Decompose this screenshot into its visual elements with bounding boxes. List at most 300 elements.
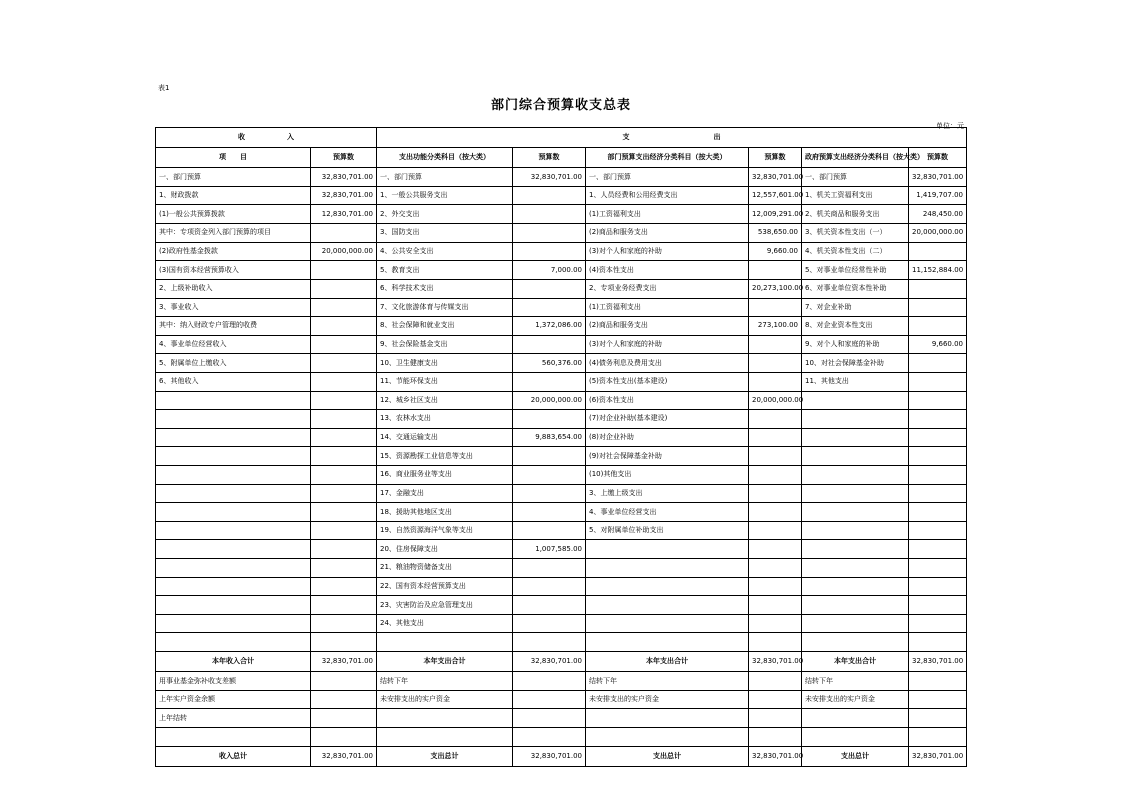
func-amount bbox=[513, 447, 586, 466]
col-header-gov-econ: 政府预算支出经济分类科目（按大类） bbox=[802, 148, 909, 168]
grand-total-label: 支出总计 bbox=[377, 746, 513, 766]
income-item bbox=[156, 447, 311, 466]
grand-total-label: 支出总计 bbox=[586, 746, 749, 766]
func-amount bbox=[513, 335, 586, 354]
dept-econ-item: 4、事业单位经营支出 bbox=[586, 503, 749, 522]
dept-econ-amount bbox=[749, 521, 802, 540]
grand-total-value: 32,830,701.00 bbox=[311, 746, 377, 766]
table-row bbox=[156, 261, 967, 280]
gov-econ-item bbox=[802, 577, 909, 596]
carry-dept-amount bbox=[749, 728, 802, 747]
dept-econ-amount bbox=[749, 447, 802, 466]
dept-econ-amount: 32,830,701.00 bbox=[749, 168, 802, 187]
dept-econ-amount bbox=[749, 484, 802, 503]
group-header-row bbox=[156, 128, 967, 148]
income-amount bbox=[311, 279, 377, 298]
gov-econ-amount bbox=[909, 559, 967, 578]
total-value: 32,830,701.00 bbox=[909, 652, 967, 672]
income-amount bbox=[311, 614, 377, 633]
gov-econ-amount: 20,000,000.00 bbox=[909, 224, 967, 243]
gov-econ-amount bbox=[909, 372, 967, 391]
dept-econ-amount bbox=[749, 372, 802, 391]
func-item: 2、外交支出 bbox=[377, 205, 513, 224]
table-row bbox=[156, 317, 967, 336]
carry-gov-amount bbox=[909, 690, 967, 709]
income-amount bbox=[311, 540, 377, 559]
table-row bbox=[156, 428, 967, 447]
carry-func-item: 未安排支出的实户资金 bbox=[377, 690, 513, 709]
carry-func-amount bbox=[513, 672, 586, 691]
table-row bbox=[156, 224, 967, 243]
carry-income-item: 上年实户资金余额 bbox=[156, 690, 311, 709]
carry-dept-item bbox=[586, 728, 749, 747]
table-row bbox=[156, 372, 967, 391]
income-item bbox=[156, 633, 311, 652]
carry-gov-item: 未安排支出的实户资金 bbox=[802, 690, 909, 709]
income-group-header: 收 入 bbox=[156, 128, 377, 148]
dept-econ-amount bbox=[749, 354, 802, 373]
func-amount bbox=[513, 224, 586, 243]
func-amount bbox=[513, 521, 586, 540]
carry-func-item bbox=[377, 709, 513, 728]
income-item: (3)国有资本经营预算收入 bbox=[156, 261, 311, 280]
func-amount bbox=[513, 372, 586, 391]
dept-econ-item: 3、上缴上级支出 bbox=[586, 484, 749, 503]
dept-econ-item: 5、对附属单位补助支出 bbox=[586, 521, 749, 540]
dept-econ-amount bbox=[749, 540, 802, 559]
col-header-dept-econ: 部门预算支出经济分类科目（按大类） bbox=[586, 148, 749, 168]
table-row bbox=[156, 559, 967, 578]
col-header-budget: 预算数 bbox=[749, 148, 802, 168]
carry-gov-amount bbox=[909, 728, 967, 747]
income-item bbox=[156, 466, 311, 485]
dept-econ-amount bbox=[749, 633, 802, 652]
income-amount bbox=[311, 466, 377, 485]
gov-econ-amount bbox=[909, 317, 967, 336]
dept-econ-amount bbox=[749, 298, 802, 317]
total-value: 32,830,701.00 bbox=[513, 652, 586, 672]
gov-econ-amount: 9,660.00 bbox=[909, 335, 967, 354]
gov-econ-item bbox=[802, 596, 909, 615]
gov-econ-amount bbox=[909, 428, 967, 447]
gov-econ-item bbox=[802, 484, 909, 503]
func-item: 22、国有资本经营预算支出 bbox=[377, 577, 513, 596]
func-item: 12、城乡社区支出 bbox=[377, 391, 513, 410]
gov-econ-amount bbox=[909, 484, 967, 503]
income-item bbox=[156, 410, 311, 429]
income-item bbox=[156, 614, 311, 633]
income-item: 6、其他收入 bbox=[156, 372, 311, 391]
dept-econ-item: (4)资本性支出 bbox=[586, 261, 749, 280]
income-item bbox=[156, 503, 311, 522]
income-amount bbox=[311, 633, 377, 652]
total-label: 本年支出合计 bbox=[802, 652, 909, 672]
income-item bbox=[156, 540, 311, 559]
table-row bbox=[156, 410, 967, 429]
dept-econ-item: (2)商品和服务支出 bbox=[586, 224, 749, 243]
total-label: 本年支出合计 bbox=[586, 652, 749, 672]
func-item: 18、援助其他地区支出 bbox=[377, 503, 513, 522]
income-item bbox=[156, 484, 311, 503]
income-item: 其中：专项资金列入部门预算的项目 bbox=[156, 224, 311, 243]
carry-dept-item bbox=[586, 709, 749, 728]
carry-income-amount bbox=[311, 728, 377, 747]
gov-econ-amount: 1,419,707.00 bbox=[909, 186, 967, 205]
func-amount bbox=[513, 614, 586, 633]
dept-econ-item: (1)工资福利支出 bbox=[586, 298, 749, 317]
func-item: 7、文化旅游体育与传媒支出 bbox=[377, 298, 513, 317]
carry-income-amount bbox=[311, 690, 377, 709]
func-item: 一、部门预算 bbox=[377, 168, 513, 187]
income-amount bbox=[311, 447, 377, 466]
income-item: 一、部门预算 bbox=[156, 168, 311, 187]
gov-econ-item bbox=[802, 410, 909, 429]
func-item: 15、资源勘探工业信息等支出 bbox=[377, 447, 513, 466]
table-row bbox=[156, 521, 967, 540]
gov-econ-item: 7、对企业补助 bbox=[802, 298, 909, 317]
carry-dept-item: 结转下年 bbox=[586, 672, 749, 691]
func-amount bbox=[513, 466, 586, 485]
gov-econ-item: 6、对事业单位资本性补助 bbox=[802, 279, 909, 298]
col-header-project: 项 目 bbox=[156, 148, 311, 168]
dept-econ-item: (8)对企业补助 bbox=[586, 428, 749, 447]
income-amount bbox=[311, 298, 377, 317]
carry-gov-item: 结转下年 bbox=[802, 672, 909, 691]
dept-econ-amount: 20,000,000.00 bbox=[749, 391, 802, 410]
carry-gov-amount bbox=[909, 709, 967, 728]
dept-econ-amount: 12,557,601.00 bbox=[749, 186, 802, 205]
income-item: 3、事业收入 bbox=[156, 298, 311, 317]
dept-econ-amount: 9,660.00 bbox=[749, 242, 802, 261]
dept-econ-amount bbox=[749, 577, 802, 596]
gov-econ-item bbox=[802, 540, 909, 559]
gov-econ-amount bbox=[909, 447, 967, 466]
table-row bbox=[156, 205, 967, 224]
func-item: 14、交通运输支出 bbox=[377, 428, 513, 447]
gov-econ-item: 3、机关资本性支出（一） bbox=[802, 224, 909, 243]
table-row bbox=[156, 577, 967, 596]
func-item bbox=[377, 633, 513, 652]
carry-func-amount bbox=[513, 690, 586, 709]
dept-econ-item: 一、部门预算 bbox=[586, 168, 749, 187]
gov-econ-amount bbox=[909, 540, 967, 559]
func-item: 9、社会保险基金支出 bbox=[377, 335, 513, 354]
func-amount: 9,883,654.00 bbox=[513, 428, 586, 447]
col-header-budget: 预算数 bbox=[311, 148, 377, 168]
income-item: (2)政府性基金拨款 bbox=[156, 242, 311, 261]
table-row bbox=[156, 503, 967, 522]
grand-total-row bbox=[156, 746, 967, 766]
gov-econ-amount bbox=[909, 503, 967, 522]
dept-econ-item: (6)资本性支出 bbox=[586, 391, 749, 410]
dept-econ-amount bbox=[749, 428, 802, 447]
dept-econ-amount bbox=[749, 466, 802, 485]
unit-label: 单位：元 bbox=[936, 122, 964, 130]
carry-row bbox=[156, 728, 967, 747]
table-row bbox=[156, 335, 967, 354]
func-amount bbox=[513, 577, 586, 596]
func-amount bbox=[513, 205, 586, 224]
func-amount: 20,000,000.00 bbox=[513, 391, 586, 410]
income-amount bbox=[311, 317, 377, 336]
carry-row bbox=[156, 709, 967, 728]
table-row bbox=[156, 447, 967, 466]
col-header-budget: 预算数 bbox=[909, 148, 967, 168]
carry-income-item: 用事业基金弥补收支差额 bbox=[156, 672, 311, 691]
dept-econ-item: (3)对个人和家庭的补助 bbox=[586, 242, 749, 261]
table-row bbox=[156, 168, 967, 187]
grand-total-value: 32,830,701.00 bbox=[749, 746, 802, 766]
func-item: 20、住房保障支出 bbox=[377, 540, 513, 559]
dept-econ-amount: 273,100.00 bbox=[749, 317, 802, 336]
table-row bbox=[156, 633, 967, 652]
carry-func-item bbox=[377, 728, 513, 747]
grand-total-label: 支出总计 bbox=[802, 746, 909, 766]
func-item: 10、卫生健康支出 bbox=[377, 354, 513, 373]
table-row bbox=[156, 391, 967, 410]
func-item: 21、粮油物资储备支出 bbox=[377, 559, 513, 578]
carry-dept-amount bbox=[749, 672, 802, 691]
income-item: 4、事业单位经营收入 bbox=[156, 335, 311, 354]
gov-econ-amount bbox=[909, 577, 967, 596]
income-amount bbox=[311, 354, 377, 373]
expense-group-header: 支 出 bbox=[377, 128, 967, 148]
dept-econ-amount bbox=[749, 614, 802, 633]
gov-econ-item: 9、对个人和家庭的补助 bbox=[802, 335, 909, 354]
table-row bbox=[156, 298, 967, 317]
func-item: 1、一般公共服务支出 bbox=[377, 186, 513, 205]
income-item: 1、财政拨款 bbox=[156, 186, 311, 205]
income-amount: 32,830,701.00 bbox=[311, 186, 377, 205]
income-amount bbox=[311, 596, 377, 615]
gov-econ-amount: 32,830,701.00 bbox=[909, 168, 967, 187]
gov-econ-item bbox=[802, 428, 909, 447]
dept-econ-item: (4)债务利息及费用支出 bbox=[586, 354, 749, 373]
income-amount bbox=[311, 372, 377, 391]
income-item: 2、上级补助收入 bbox=[156, 279, 311, 298]
dept-econ-amount: 538,650.00 bbox=[749, 224, 802, 243]
income-amount bbox=[311, 224, 377, 243]
dept-econ-item bbox=[586, 633, 749, 652]
table-row bbox=[156, 242, 967, 261]
func-item: 13、农林水支出 bbox=[377, 410, 513, 429]
total-value: 32,830,701.00 bbox=[311, 652, 377, 672]
income-item bbox=[156, 577, 311, 596]
func-item: 8、社会保障和就业支出 bbox=[377, 317, 513, 336]
gov-econ-amount bbox=[909, 521, 967, 540]
income-amount bbox=[311, 428, 377, 447]
gov-econ-item: 1、机关工资福利支出 bbox=[802, 186, 909, 205]
table-row bbox=[156, 614, 967, 633]
income-amount bbox=[311, 391, 377, 410]
func-item: 23、灾害防治及应急管理支出 bbox=[377, 596, 513, 615]
gov-econ-amount bbox=[909, 633, 967, 652]
dept-econ-item: (5)资本性支出(基本建设) bbox=[586, 372, 749, 391]
carry-income-item bbox=[156, 728, 311, 747]
carry-dept-amount bbox=[749, 709, 802, 728]
income-amount: 12,830,701.00 bbox=[311, 205, 377, 224]
dept-econ-item: (2)商品和服务支出 bbox=[586, 317, 749, 336]
gov-econ-item: 11、其他支出 bbox=[802, 372, 909, 391]
gov-econ-item: 2、机关商品和服务支出 bbox=[802, 205, 909, 224]
gov-econ-amount bbox=[909, 410, 967, 429]
carry-income-item: 上年结转 bbox=[156, 709, 311, 728]
gov-econ-item bbox=[802, 391, 909, 410]
budget-summary-table bbox=[155, 127, 967, 767]
column-header-row bbox=[156, 148, 967, 168]
func-amount bbox=[513, 484, 586, 503]
dept-econ-item: (10)其他支出 bbox=[586, 466, 749, 485]
func-amount: 32,830,701.00 bbox=[513, 168, 586, 187]
table-row bbox=[156, 596, 967, 615]
dept-econ-amount: 20,273,100.00 bbox=[749, 279, 802, 298]
income-item bbox=[156, 428, 311, 447]
table-row bbox=[156, 186, 967, 205]
dept-econ-item bbox=[586, 614, 749, 633]
dept-econ-amount bbox=[749, 261, 802, 280]
dept-econ-item: (7)对企业补助(基本建设) bbox=[586, 410, 749, 429]
income-amount bbox=[311, 577, 377, 596]
gov-econ-item: 一、部门预算 bbox=[802, 168, 909, 187]
dept-econ-item bbox=[586, 577, 749, 596]
table-row bbox=[156, 466, 967, 485]
total-value: 32,830,701.00 bbox=[749, 652, 802, 672]
table-row bbox=[156, 484, 967, 503]
gov-econ-item: 8、对企业资本性支出 bbox=[802, 317, 909, 336]
total-label: 本年收入合计 bbox=[156, 652, 311, 672]
carry-income-amount bbox=[311, 709, 377, 728]
func-item: 3、国防支出 bbox=[377, 224, 513, 243]
income-item bbox=[156, 391, 311, 410]
carry-gov-item bbox=[802, 728, 909, 747]
carry-gov-amount bbox=[909, 672, 967, 691]
dept-econ-amount bbox=[749, 335, 802, 354]
gov-econ-amount bbox=[909, 614, 967, 633]
dept-econ-amount bbox=[749, 596, 802, 615]
func-item: 17、金融支出 bbox=[377, 484, 513, 503]
gov-econ-item bbox=[802, 559, 909, 578]
func-item: 19、自然资源海洋气象等支出 bbox=[377, 521, 513, 540]
func-item: 11、节能环保支出 bbox=[377, 372, 513, 391]
gov-econ-item bbox=[802, 633, 909, 652]
page-title: 部门综合预算收支总表 bbox=[490, 98, 631, 113]
dept-econ-item: (3)对个人和家庭的补助 bbox=[586, 335, 749, 354]
income-item: (1)一般公共预算拨款 bbox=[156, 205, 311, 224]
gov-econ-amount bbox=[909, 242, 967, 261]
total-label: 本年支出合计 bbox=[377, 652, 513, 672]
carry-income-amount bbox=[311, 672, 377, 691]
table-label: 表1 bbox=[158, 84, 170, 92]
carry-func-amount bbox=[513, 728, 586, 747]
func-amount: 560,376.00 bbox=[513, 354, 586, 373]
dept-econ-item bbox=[586, 559, 749, 578]
table-row bbox=[156, 354, 967, 373]
func-item: 6、科学技术支出 bbox=[377, 279, 513, 298]
func-amount bbox=[513, 242, 586, 261]
func-amount bbox=[513, 633, 586, 652]
dept-econ-item bbox=[586, 540, 749, 559]
gov-econ-item: 4、机关资本性支出（二） bbox=[802, 242, 909, 261]
gov-econ-amount bbox=[909, 354, 967, 373]
income-amount bbox=[311, 410, 377, 429]
grand-total-value: 32,830,701.00 bbox=[909, 746, 967, 766]
carry-dept-amount bbox=[749, 690, 802, 709]
gov-econ-item bbox=[802, 466, 909, 485]
gov-econ-amount bbox=[909, 596, 967, 615]
col-header-budget: 预算数 bbox=[513, 148, 586, 168]
col-header-func: 支出功能分类科目（按大类） bbox=[377, 148, 513, 168]
income-amount bbox=[311, 521, 377, 540]
gov-econ-item bbox=[802, 447, 909, 466]
dept-econ-item: 2、专项业务经费支出 bbox=[586, 279, 749, 298]
func-amount bbox=[513, 186, 586, 205]
func-amount bbox=[513, 559, 586, 578]
gov-econ-amount bbox=[909, 298, 967, 317]
carry-dept-item: 未安排支出的实户资金 bbox=[586, 690, 749, 709]
gov-econ-item bbox=[802, 521, 909, 540]
income-amount bbox=[311, 503, 377, 522]
income-amount bbox=[311, 484, 377, 503]
gov-econ-item: 10、对社会保障基金补助 bbox=[802, 354, 909, 373]
func-amount: 7,000.00 bbox=[513, 261, 586, 280]
gov-econ-item bbox=[802, 614, 909, 633]
dept-econ-amount: 12,009,291.00 bbox=[749, 205, 802, 224]
func-item: 4、公共安全支出 bbox=[377, 242, 513, 261]
grand-total-label: 收入总计 bbox=[156, 746, 311, 766]
income-item bbox=[156, 521, 311, 540]
gov-econ-amount: 248,450.00 bbox=[909, 205, 967, 224]
dept-econ-amount bbox=[749, 503, 802, 522]
income-amount bbox=[311, 261, 377, 280]
gov-econ-amount bbox=[909, 466, 967, 485]
func-amount bbox=[513, 596, 586, 615]
dept-econ-item: (9)对社会保障基金补助 bbox=[586, 447, 749, 466]
func-item: 16、商业服务业等支出 bbox=[377, 466, 513, 485]
dept-econ-item bbox=[586, 596, 749, 615]
income-item bbox=[156, 559, 311, 578]
gov-econ-amount bbox=[909, 279, 967, 298]
func-amount bbox=[513, 503, 586, 522]
func-item: 5、教育支出 bbox=[377, 261, 513, 280]
func-amount bbox=[513, 279, 586, 298]
table-row bbox=[156, 540, 967, 559]
dept-econ-item: (1)工资福利支出 bbox=[586, 205, 749, 224]
func-item: 24、其他支出 bbox=[377, 614, 513, 633]
carry-row bbox=[156, 672, 967, 691]
dept-econ-item: 1、人员经费和公用经费支出 bbox=[586, 186, 749, 205]
dept-econ-amount bbox=[749, 559, 802, 578]
income-amount bbox=[311, 335, 377, 354]
income-item bbox=[156, 596, 311, 615]
gov-econ-amount: 11,152,884.00 bbox=[909, 261, 967, 280]
year-total-row bbox=[156, 652, 967, 672]
table-row bbox=[156, 279, 967, 298]
income-item: 其中：纳入财政专户管理的收费 bbox=[156, 317, 311, 336]
income-amount bbox=[311, 559, 377, 578]
carry-func-item: 结转下年 bbox=[377, 672, 513, 691]
gov-econ-amount bbox=[909, 391, 967, 410]
income-amount: 20,000,000.00 bbox=[311, 242, 377, 261]
func-amount bbox=[513, 298, 586, 317]
func-amount: 1,372,086.00 bbox=[513, 317, 586, 336]
dept-econ-amount bbox=[749, 410, 802, 429]
gov-econ-item bbox=[802, 503, 909, 522]
carry-row bbox=[156, 690, 967, 709]
income-item: 5、附属单位上缴收入 bbox=[156, 354, 311, 373]
func-amount: 1,007,585.00 bbox=[513, 540, 586, 559]
func-amount bbox=[513, 410, 586, 429]
gov-econ-item: 5、对事业单位经常性补助 bbox=[802, 261, 909, 280]
